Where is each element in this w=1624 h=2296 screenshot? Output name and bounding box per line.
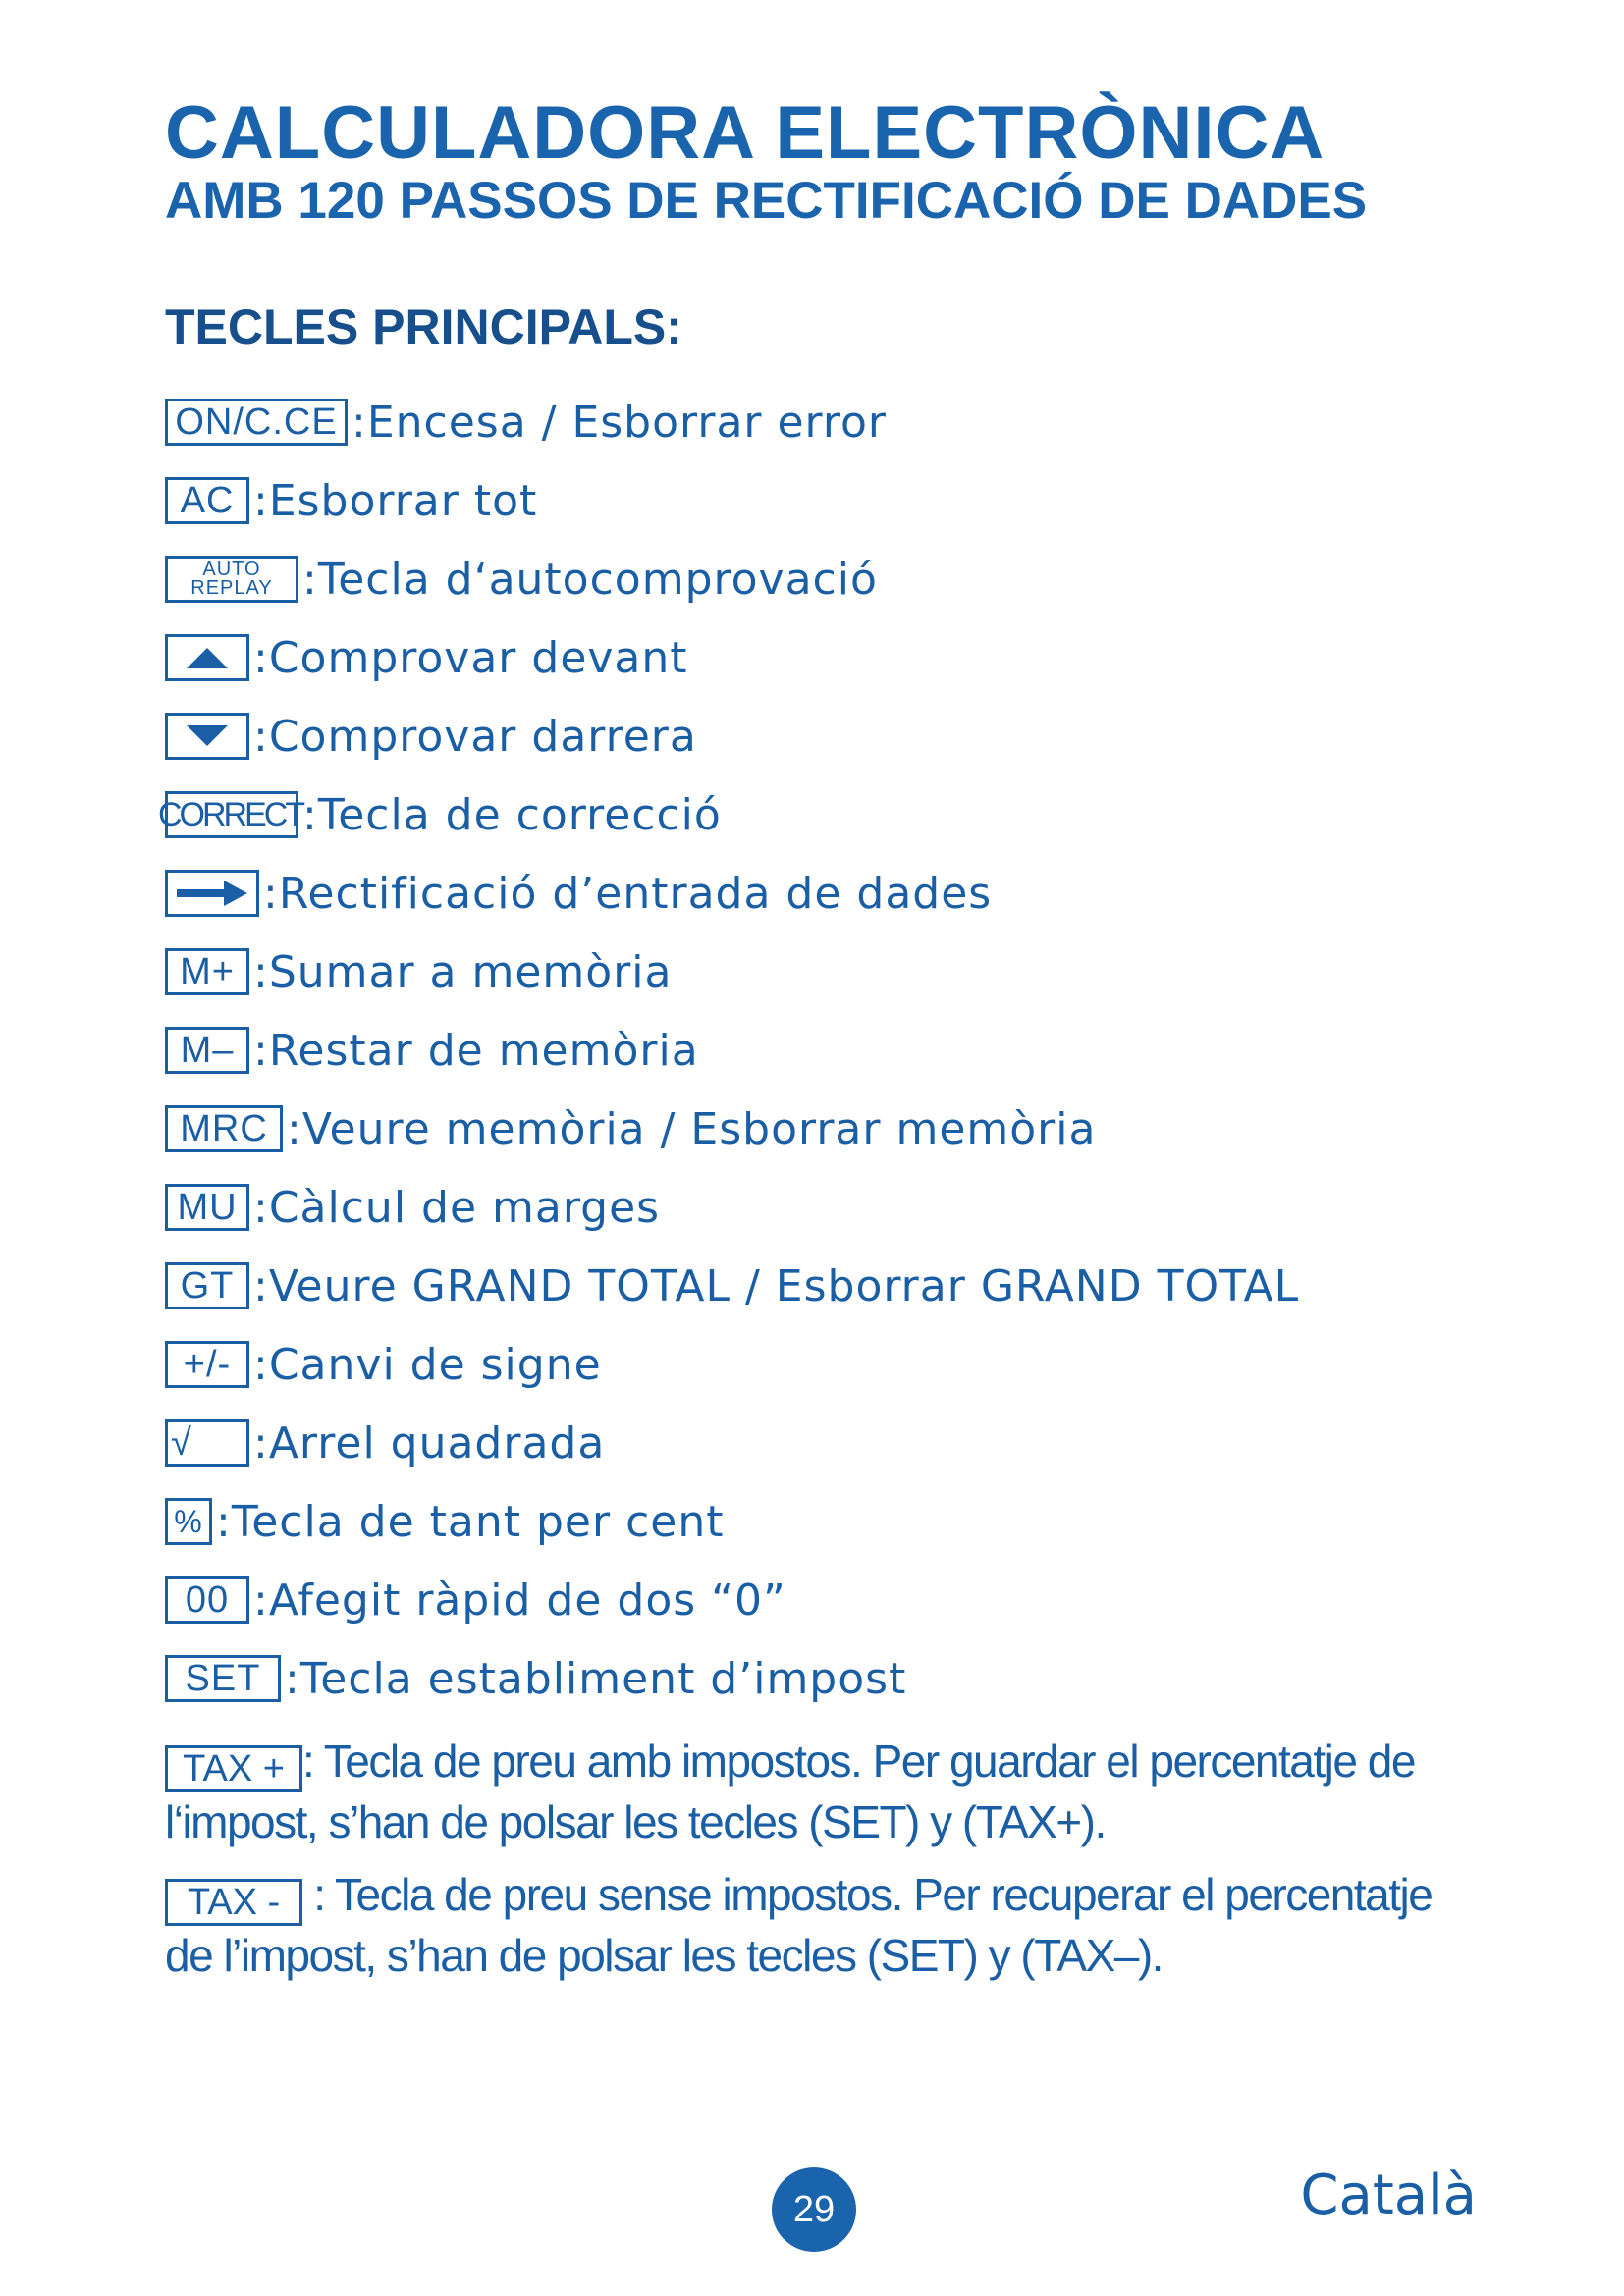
- down-triangle-icon: [165, 713, 249, 760]
- mrc-key: MRC: [165, 1105, 283, 1152]
- mu-key: MU: [165, 1184, 249, 1231]
- key-description: Veure GRAND TOTAL / Esborrar GRAND TOTAL: [268, 1260, 1300, 1311]
- key-list: [157, 383, 1481, 1985]
- list-item: ON/C.CE : Encesa / Esborrar error: [165, 383, 1481, 461]
- page-subtitle: AMB 120 PASSOS DE RECTIFICACIÓ DE DADES: [165, 172, 1368, 230]
- list-item: TAX + : Tecla de preu amb impostos. Per guardar el percentatje de l‘impost, s’han de polsar les tecles (SET) y (TAX+).: [165, 1735, 1415, 1847]
- tax-plus-key: TAX +: [165, 1745, 302, 1792]
- auto-replay-key-top: AUTO: [202, 559, 261, 580]
- list-item: AC : Esborrar tot: [165, 461, 1481, 540]
- square-root-key: √: [165, 1419, 249, 1467]
- list-item: GT : Veure GRAND TOTAL / Esborrar GRAND TOTAL: [165, 1247, 1481, 1325]
- key-description: Tecla de tant per cent: [231, 1496, 725, 1547]
- double-zero-key: 00: [165, 1576, 249, 1624]
- list-item: TAX - : Tecla de preu sense impostos. Per recuperar el percentatje de l’impost, s’han de polsar les tecles (SET) y (TAX–).: [165, 1869, 1433, 1981]
- key-description: Afegit ràpid de dos “0”: [268, 1575, 786, 1626]
- list-item: MRC : Veure memòria / Esborrar memòria: [165, 1090, 1481, 1168]
- auto-replay-key-bottom: REPLAY: [190, 577, 273, 599]
- correct-key: CORRECT: [165, 791, 298, 838]
- key-description: Restar de memòria: [268, 1025, 699, 1076]
- key-description: Canvi de signe: [268, 1339, 602, 1390]
- right-arrow-icon: [165, 870, 259, 917]
- tax-minus-key: TAX -: [165, 1879, 302, 1926]
- key-description: Encesa / Esborrar error: [366, 397, 887, 448]
- key-description: Veure memòria / Esborrar memòria: [301, 1103, 1097, 1154]
- key-description: Rectificació d’entrada de dades: [278, 868, 993, 919]
- list-item: M+ : Sumar a memòria: [165, 933, 1481, 1011]
- key-description: Esborrar tot: [268, 475, 538, 526]
- list-item: √ : Arrel quadrada: [165, 1404, 1481, 1482]
- key-description: Sumar a memòria: [268, 946, 673, 997]
- ac-key: AC: [165, 477, 249, 524]
- list-item: % : Tecla de tant per cent: [165, 1482, 1481, 1561]
- up-triangle-icon: [165, 634, 249, 681]
- key-description: Arrel quadrada: [268, 1417, 606, 1468]
- on-cce-key: ON/C.CE: [165, 399, 348, 446]
- section-title: TECLES PRINCIPALS:: [165, 299, 682, 354]
- list-item: AUTO REPLAY : Tecla d‘autocomprovació: [165, 540, 1481, 618]
- percent-key: %: [165, 1498, 212, 1545]
- key-description: Tecla establiment d’impost: [299, 1653, 907, 1704]
- key-description: Tecla de correcció: [317, 789, 722, 840]
- list-item: CORRECT : Tecla de correcció: [157, 789, 722, 840]
- list-item: M– : Restar de memòria: [165, 1011, 1481, 1090]
- auto-replay-key: [165, 556, 298, 603]
- set-key: SET: [165, 1655, 281, 1702]
- key-description: Tecla de preu amb impostos. Per guardar el percentatje de l‘impost, s’han de polsar les tecles (SET) y (TAX+).: [165, 1735, 1415, 1847]
- list-item: 00 : Afegit ràpid de dos “0”: [165, 1561, 1481, 1639]
- key-description: Comprovar darrera: [268, 711, 697, 762]
- key-description: Càlcul de marges: [268, 1182, 661, 1233]
- language-label: Català: [1300, 2163, 1477, 2227]
- key-description: Tecla de preu sense impostos. Per recuperar el percentatje de l’impost, s’han de polsar les tecles (SET) y (TAX–).: [165, 1869, 1433, 1981]
- page-number-badge: 29: [772, 2167, 856, 2252]
- m-minus-key: M–: [165, 1027, 249, 1074]
- key-description: Comprovar devant: [268, 632, 688, 683]
- list-item: : Rectificació d’entrada de dades: [165, 854, 1481, 933]
- key-description: Tecla d‘autocomprovació: [317, 554, 878, 605]
- m-plus-key: M+: [165, 948, 249, 995]
- sign-change-key: +/-: [165, 1341, 249, 1388]
- list-item: : Comprovar devant: [165, 618, 1481, 697]
- list-item: : Comprovar darrera: [165, 697, 1481, 775]
- list-item: SET : Tecla establiment d’impost: [165, 1639, 1481, 1718]
- list-item: +/- : Canvi de signe: [165, 1325, 1481, 1404]
- page-title: CALCULADORA ELECTRÒNICA: [165, 91, 1326, 175]
- list-item: MU : Càlcul de marges: [165, 1168, 1481, 1247]
- gt-key: GT: [165, 1262, 249, 1309]
